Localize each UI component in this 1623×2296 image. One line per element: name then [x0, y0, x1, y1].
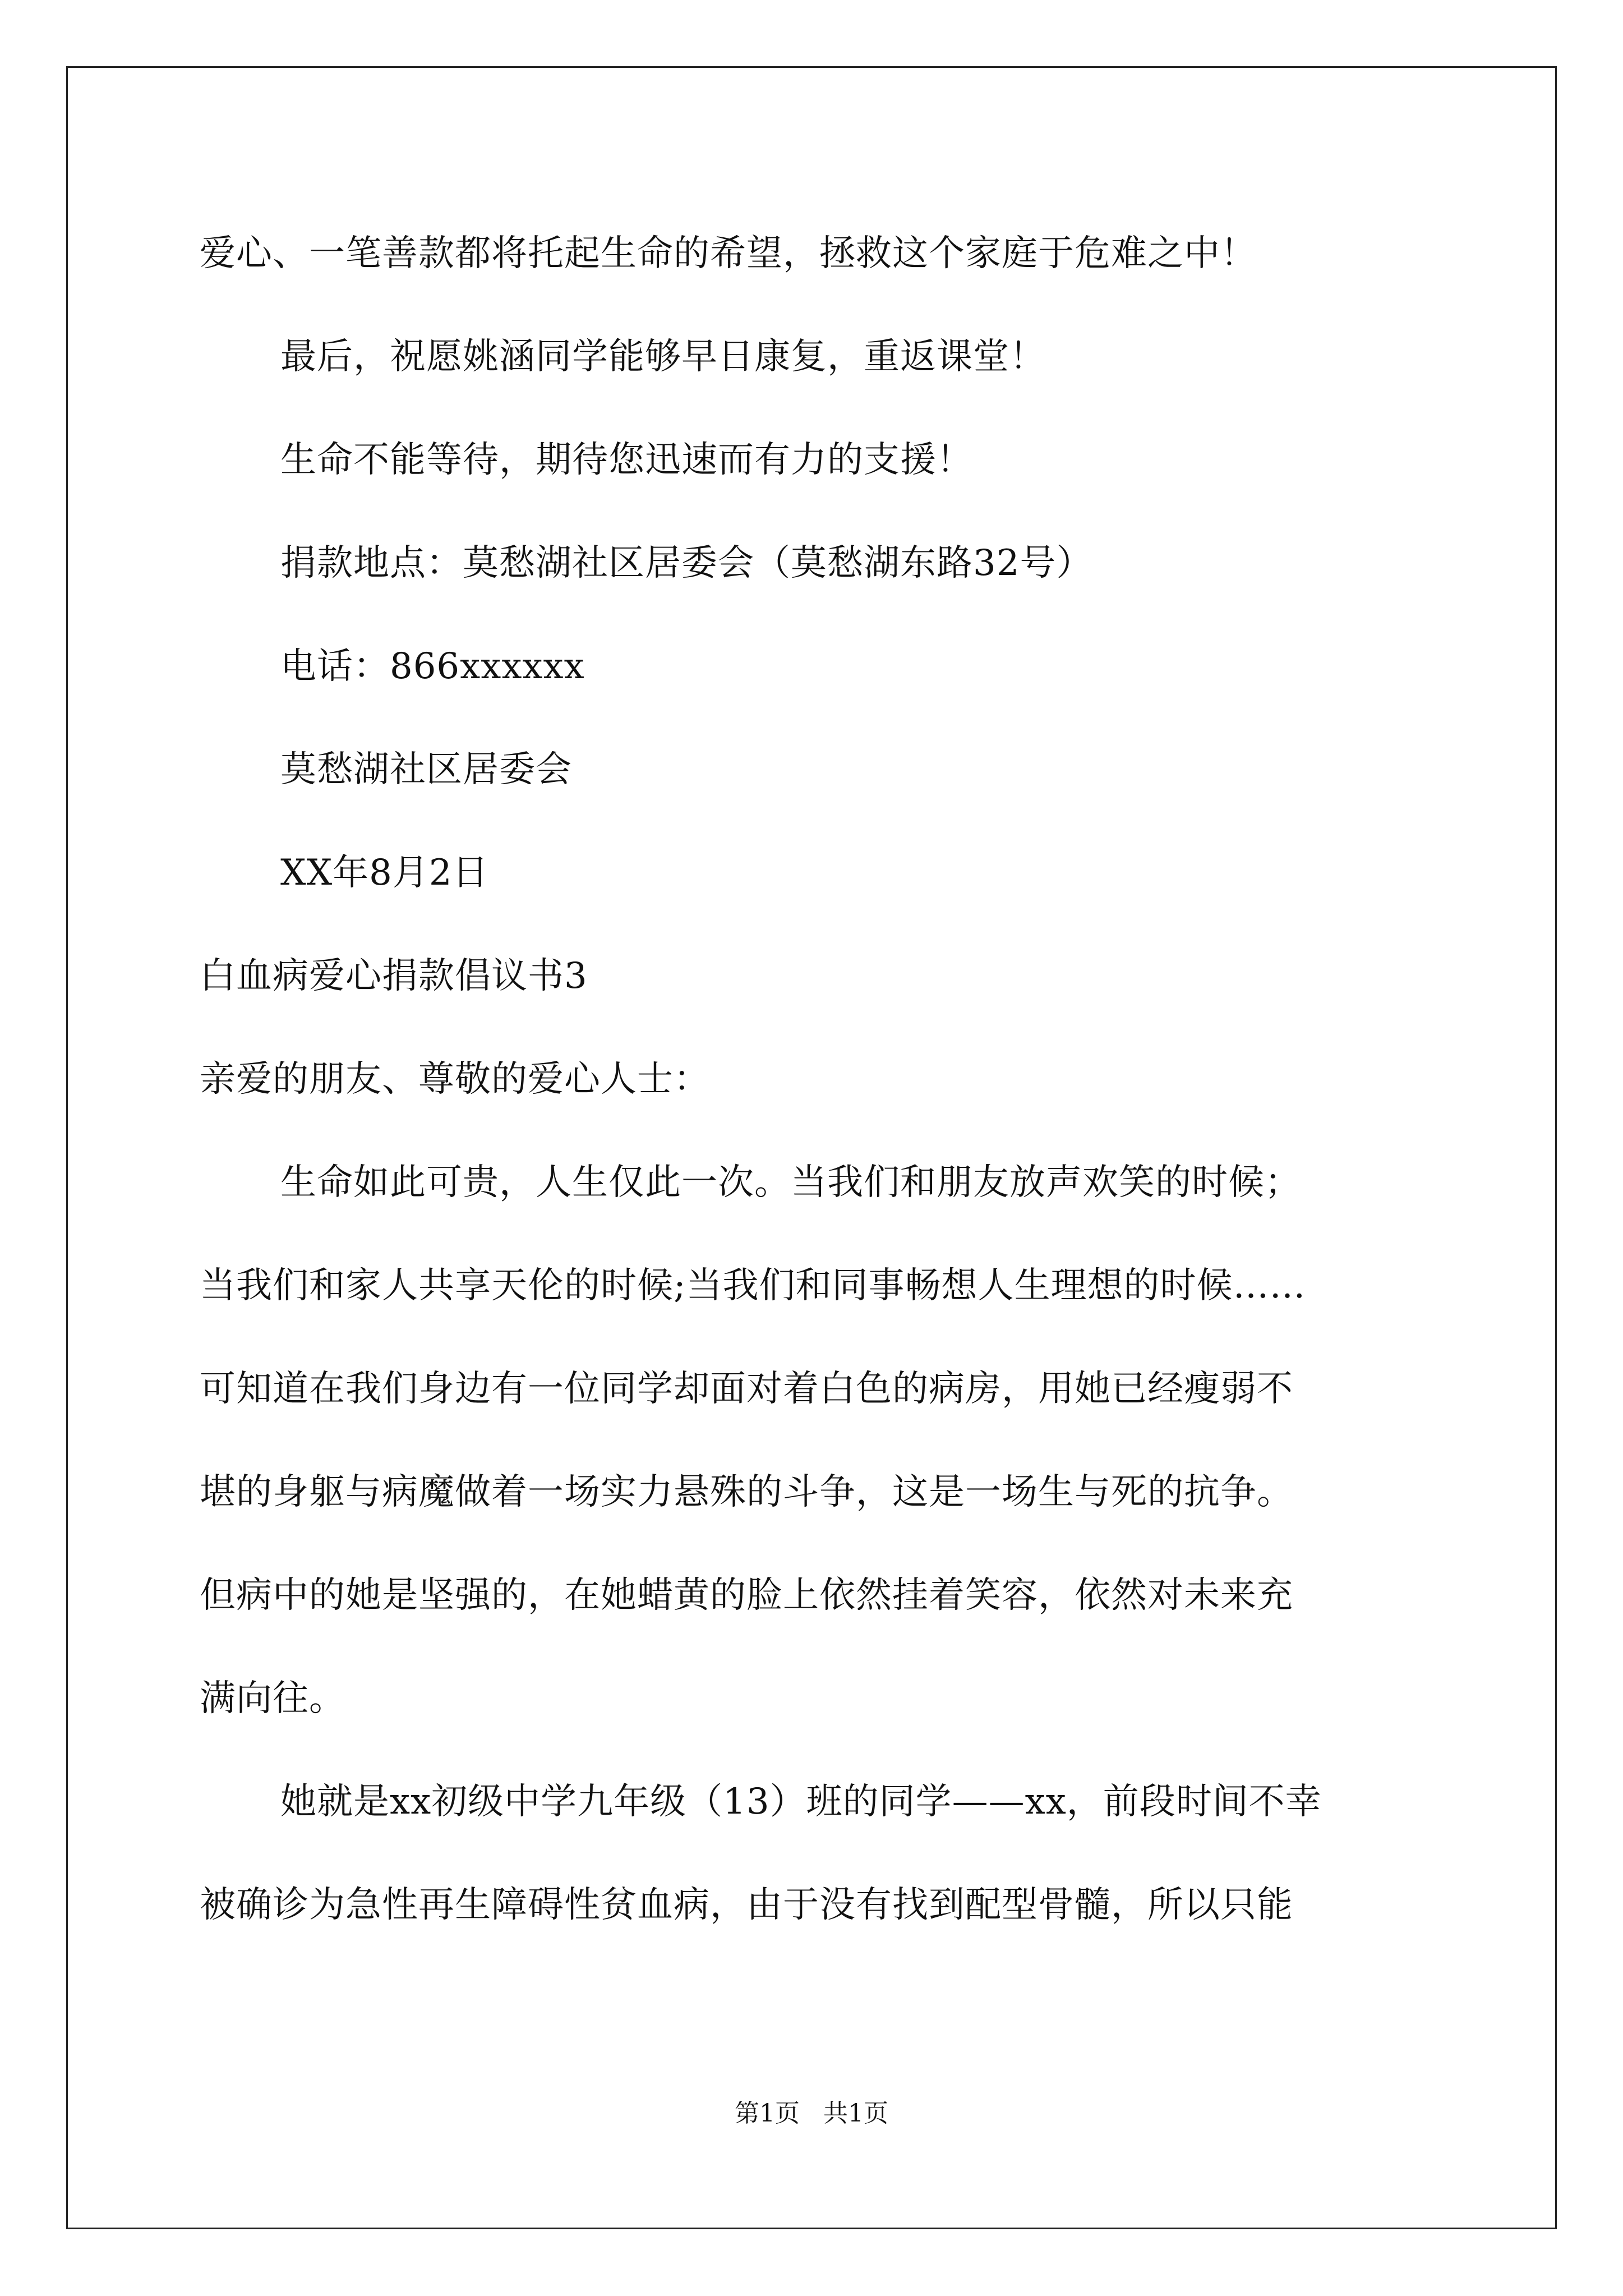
text-line-paragraph-1-3: 可知道在我们身边有一位同学却面对着白色的病房，用她已经瘦弱不 [200, 1368, 1293, 1410]
text-line-paragraph-1-2: 当我们和家人共享天伦的时候;当我们和同事畅想人生理想的时候…… [200, 1265, 1306, 1306]
text-line-paragraph-1-4: 堪的身躯与病魔做着一场实力悬殊的斗争，这是一场生与死的抗争。 [200, 1471, 1293, 1513]
text-line-paragraph-2-1: 她就是xx初级中学九年级（13）班的同学——xx，前段时间不幸 [280, 1781, 1322, 1823]
text-line-paragraph-2-2: 被确诊为急性再生障碍性贫血病，由于没有找到配型骨髓，所以只能 [200, 1884, 1293, 1926]
text-line-continuation: 爱心、一笔善款都将托起生命的希望，拯救这个家庭于危难之中！ [200, 233, 1257, 274]
text-line-date: XX年8月2日 [280, 852, 489, 894]
text-line-donation-location: 捐款地点：莫愁湖社区居委会（莫愁湖东路32号） [280, 542, 1093, 584]
text-line-wishes: 最后，祝愿姚涵同学能够早日康复，重返课堂！ [280, 336, 1046, 378]
text-line-paragraph-1-1: 生命如此可贵，人生仅此一次。当我们和朋友放声欢笑的时候； [280, 1162, 1301, 1203]
text-line-paragraph-1-6: 满向往。 [200, 1678, 345, 1719]
text-line-paragraph-1-5: 但病中的她是坚强的，在她蜡黄的脸上依然挂着笑容，依然对未来充 [200, 1575, 1293, 1616]
section-title: 白血病爱心捐款倡议书3 [200, 955, 588, 997]
text-line-salutation: 亲爱的朋友、尊敬的爱心人士： [200, 1059, 710, 1100]
text-line-phone: 电话：866xxxxxx [280, 646, 585, 687]
page-number-footer: 第1页 共1页 [735, 2099, 888, 2128]
text-line-appeal: 生命不能等待，期待您迅速而有力的支援！ [280, 439, 973, 481]
text-line-signature-org: 莫愁湖社区居委会 [280, 749, 572, 790]
